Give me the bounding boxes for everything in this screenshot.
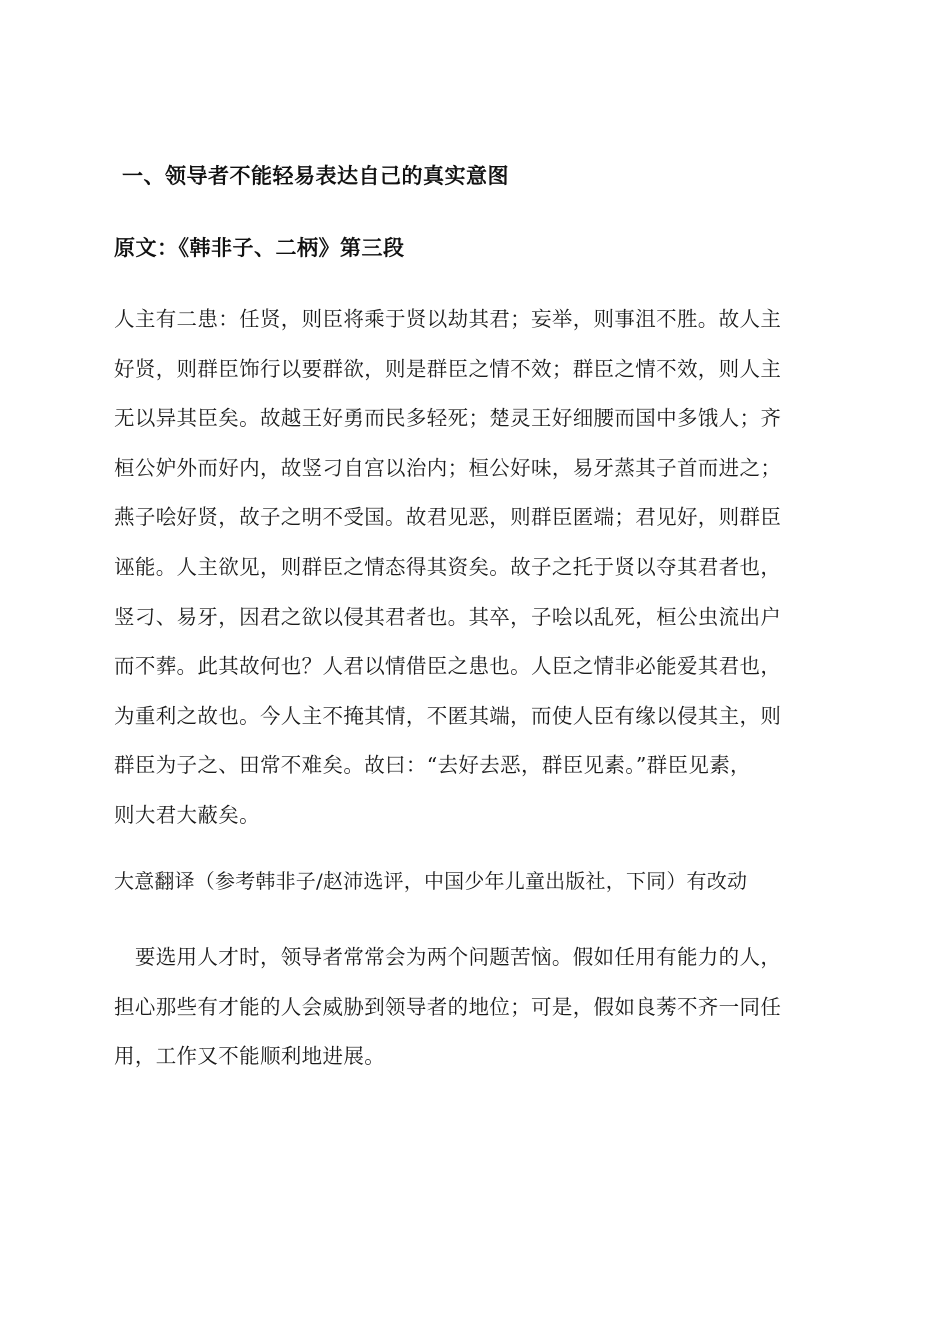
original-line: 燕子哙好贤，故子之明不受国。故君见恶，则群臣匿端；君见好，则群臣 xyxy=(114,505,782,530)
translation-line: 要选用人才时，领导者常常会为两个问题苦恼。假如任用有能力的人， xyxy=(114,945,782,969)
translation-line: 担心那些有才能的人会威胁到领导者的地位；可是，假如良莠不齐一同任 xyxy=(114,994,782,1019)
translation-note: 大意翻译（参考韩非子/赵沛选评，中国少年儿童出版社，下同）有改动 xyxy=(114,869,748,893)
original-line: 则大君大蔽矣。 xyxy=(114,802,260,827)
original-line: 人主有二患：任贤，则臣将乘于贤以劫其君；妄举，则事沮不胜。故人主 xyxy=(114,307,782,331)
translation-text xyxy=(114,933,834,1082)
original-line: 为重利之故也。今人主不掩其情，不匿其端，而使人臣有缘以侵其主，则 xyxy=(114,703,782,728)
original-line: 群臣为子之、田常不难矣。故曰：“去好去恶，群臣见素。”群臣见素， xyxy=(114,753,751,778)
section-heading: 一、领导者不能轻易表达自己的真实意图 xyxy=(122,163,509,188)
original-line: 诬能。人主欲见，则群臣之情态得其资矣。故子之托于贤以夺其君者也， xyxy=(114,554,782,579)
original-line: 好贤，则群臣饰行以要群欲，则是群臣之情不效；群臣之情不效，则人主 xyxy=(114,356,782,381)
original-line: 而不葬。此其故何也？人君以情借臣之患也。人臣之情非必能爱其君也， xyxy=(114,654,782,679)
original-text xyxy=(114,295,834,841)
translation-line: 用，工作又不能顺利地进展。 xyxy=(114,1044,386,1069)
original-line: 无以异其臣矣。故越王好勇而民多轻死；楚灵王好细腰而国中多饿人；齐 xyxy=(114,406,782,431)
original-line: 竖刁、易牙，因君之欲以侵其君者也。其卒，子哙以乱死，桓公虫流出户 xyxy=(114,604,782,629)
source-heading: 原文：《韩非子、二柄》第三段 xyxy=(114,235,405,260)
original-line: 桓公妒外而好内，故竖刁自宫以治内；桓公好味，易牙蒸其子首而进之； xyxy=(114,455,782,480)
